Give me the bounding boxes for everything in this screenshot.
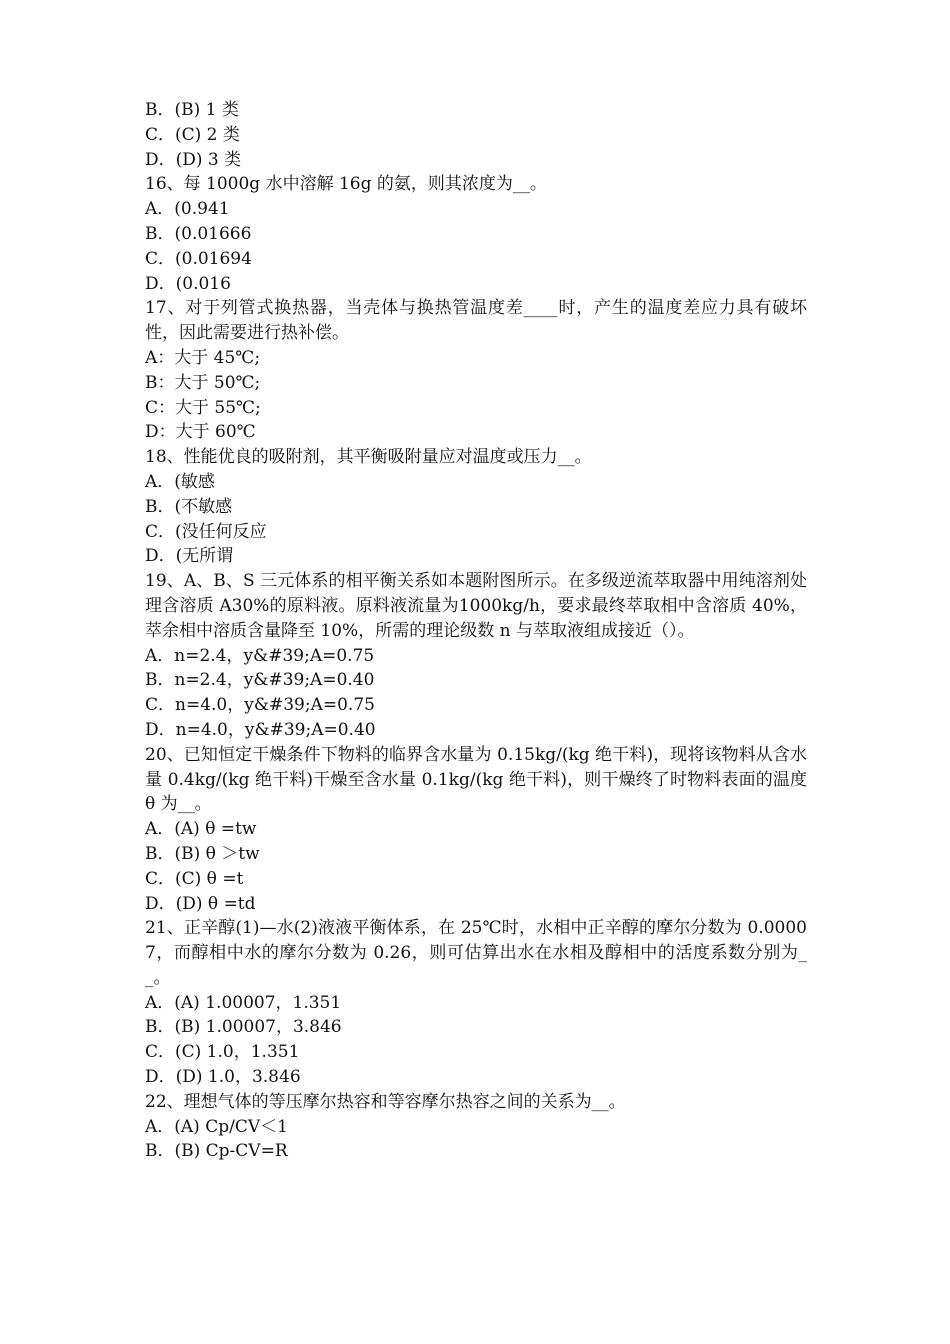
option-c: C．(没任何反应 xyxy=(145,521,267,542)
option-b: B．(B) 1.00007，3.846 xyxy=(145,1017,342,1038)
option-line: D．(D) 3 类 xyxy=(145,149,242,170)
question-16 xyxy=(145,172,807,296)
option-a: A．(A) Cp/CV＜1 xyxy=(145,1116,288,1137)
option-c: C．(C) θ =t xyxy=(145,868,244,889)
question-stem: 20、已知恒定干燥条件下物料的临界含水量为 0.15kg/(kg 绝干料)，现将该物料从含水量 0.4kg/(kg 绝干料)干燥至含水量 0.1kg/(kg 绝干料)，则干燥终了时物料表面的温度θ 为__。 xyxy=(145,744,807,815)
question-17 xyxy=(145,296,807,445)
option-d: D．(D) 1.0，3.846 xyxy=(145,1067,301,1088)
option-d: D．(0.016 xyxy=(145,273,231,294)
document-page xyxy=(145,98,807,1164)
question-19 xyxy=(145,569,807,743)
option-d: D．n=4.0，y&#39;A=0.40 xyxy=(145,719,376,740)
question-stem: 19、A、B、S 三元体系的相平衡关系如本题附图所示。在多级逆流萃取器中用纯溶剂处理含溶质 A30%的原料液。原料液流量为1000kg/h，要求最终萃取相中含溶质 40%，萃余相中溶质含量降至 10%，所需的理论级数 n 与萃取液组成接近（）。 xyxy=(145,571,807,641)
option-b: B．(B) Cp-CV=R xyxy=(145,1141,288,1162)
question-stem: 16、每 1000g 水中溶解 16g 的氨，则其浓度为__。 xyxy=(145,174,547,195)
question-stem: 22、理想气体的等压摩尔热容和等容摩尔热容之间的关系为__。 xyxy=(145,1091,626,1112)
option-c: C：大于 55℃; xyxy=(145,397,261,418)
question-stem: 21、正辛醇(1)—水(2)液液平衡体系，在 25℃时，水相中正辛醇的摩尔分数为 0.00007，而醇相中水的摩尔分数为 0.26，则可估算出水在水相及醇相中的活度系数分别为__。 xyxy=(145,918,807,988)
option-a: A．n=2.4，y&#39;A=0.75 xyxy=(145,645,375,666)
option-c: C．(0.01694 xyxy=(145,248,252,269)
option-a: A：大于 45℃; xyxy=(145,347,261,368)
option-a: A．(0.941 xyxy=(145,199,230,220)
option-a: A．(敏感 xyxy=(145,471,215,492)
option-a: A．(A) 1.00007，1.351 xyxy=(145,992,342,1013)
question-20 xyxy=(145,743,807,917)
option-d: D．(D) θ =td xyxy=(145,893,256,914)
option-c: C．(C) 1.0，1.351 xyxy=(145,1042,300,1063)
question-21 xyxy=(145,916,807,1090)
option-b: B．(0.01666 xyxy=(145,223,252,244)
option-b: B：大于 50℃; xyxy=(145,372,261,393)
option-b: B．(B) θ ＞tw xyxy=(145,843,260,864)
option-d: D．(无所谓 xyxy=(145,546,234,567)
option-line: C．(C) 2 类 xyxy=(145,124,240,145)
question-stem: 18、性能优良的吸附剂，其平衡吸附量应对温度或压力__。 xyxy=(145,447,592,468)
question-22 xyxy=(145,1090,807,1164)
question-18 xyxy=(145,445,807,569)
option-b: B．n=2.4，y&#39;A=0.40 xyxy=(145,670,375,691)
option-c: C．n=4.0，y&#39;A=0.75 xyxy=(145,695,375,716)
option-line: B．(B) 1 类 xyxy=(145,100,239,120)
option-a: A．(A) θ =tw xyxy=(145,819,257,840)
option-d: D：大于 60℃ xyxy=(145,422,256,443)
option-b: B．(不敏感 xyxy=(145,496,233,517)
question-stem: 17、对于列管式换热器，当壳体与换热管温度差____时，产生的温度差应力具有破坏性，因此需要进行热补偿。 xyxy=(145,298,807,344)
